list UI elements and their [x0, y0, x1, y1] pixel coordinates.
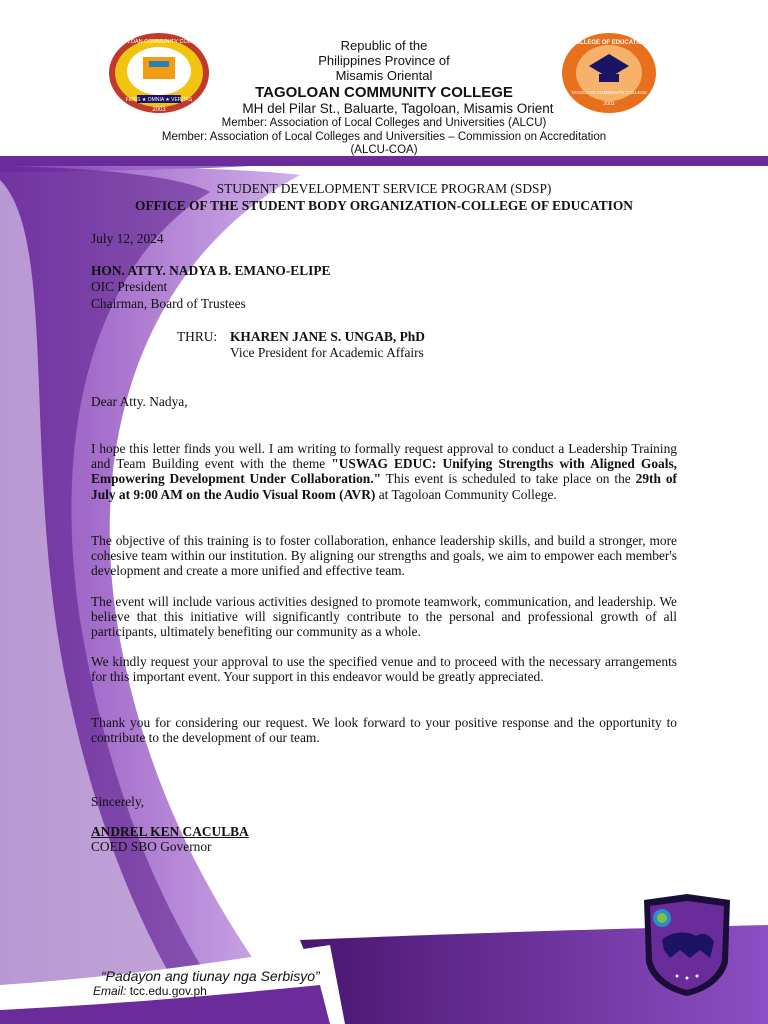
- header-line-3: Misamis Oriental: [335, 68, 433, 83]
- thru-title: Vice President for Academic Affairs: [230, 345, 424, 360]
- college-name: TAGOLOAN COMMUNITY COLLEGE: [255, 84, 513, 101]
- event-theme: "USWAG EDUC: Unifying Strengths with Aligned Goals, Empowering Development Under Collaboration.": [91, 456, 677, 487]
- footer-slogan: “Padayon ang tiunay nga Serbisyo”: [101, 968, 320, 984]
- thru-name: KHAREN JANE S. UNGAB, PhD: [230, 329, 425, 344]
- svg-text:FIDES ★ OMNIA ★ VERITAS: FIDES ★ OMNIA ★ VERITAS: [125, 97, 193, 103]
- paragraph-activities: The event will include various activities designed to promote teamwork, communication, and leadership. We believe that this initiative will significantly contribute to the personal and professional growth of all participants, ultimately benefiting our community as a whole.: [91, 594, 677, 640]
- membership-alcu-coa: Member: Association of Local Colleges and Universities – Commission on Accreditation: [161, 131, 607, 143]
- closing: Sincerely,: [91, 794, 145, 809]
- recipient-title-1: OIC President: [91, 279, 168, 294]
- membership-alcu: Member: Association of Local Colleges and Universities (ALCU): [221, 117, 547, 129]
- footer-email: [93, 984, 207, 998]
- college-address: MH del Pilar St., Baluarte, Tagoloan, Misamis Orient: [242, 101, 554, 116]
- letter-date: July 12, 2024: [91, 231, 164, 246]
- thru-label: THRU:: [177, 329, 218, 344]
- svg-text:COLLEGE OF EDUCATION: COLLEGE OF EDUCATION: [571, 40, 647, 46]
- signatory-name: ANDREL KEN CACULBA: [91, 824, 249, 839]
- email-label: Email:: [93, 984, 127, 998]
- paragraph-request-text-1: I hope this letter finds you well. I am writing to formally request approval to conduct a Leadership Training and Team Building event with the theme: [91, 441, 677, 472]
- office-title: OFFICE OF THE STUDENT BODY ORGANIZATION-COLLEGE OF EDUCATION: [135, 198, 633, 213]
- header-line-1: Republic of the: [340, 38, 428, 53]
- paragraph-request-text-3: at Tagoloan Community College.: [375, 486, 557, 502]
- svg-text:TAGOLOAN COMMUNITY COLLEGE: TAGOLOAN COMMUNITY COLLEGE: [570, 90, 648, 95]
- recipient-name: HON. ATTY. NADYA B. EMANO-ELIPE: [91, 263, 331, 278]
- event-schedule: 29th of July at 9:00 AM on the Audio Visual Room (AVR): [91, 471, 677, 502]
- paragraph-thanks: Thank you for considering our request. We look forward to your positive response and the opportunity to contribute to the development of our team.: [91, 715, 677, 746]
- email-value[interactable]: tcc.edu.gov.ph: [129, 984, 207, 998]
- sbo-shield-logo: [640, 892, 734, 998]
- svg-text:2003: 2003: [603, 101, 615, 107]
- svg-text:2003: 2003: [152, 107, 166, 113]
- header-line-2: Philippines Province of: [318, 53, 450, 68]
- salutation: Dear Atty. Nadya,: [91, 394, 188, 409]
- membership-alcu-coa-abbr: (ALCU-COA): [350, 144, 418, 156]
- paragraph-request-text-2: This event is scheduled to take place on the: [381, 471, 636, 487]
- svg-text:TAGOLOAN COMMUNITY COLLEGE: TAGOLOAN COMMUNITY COLLEGE: [112, 39, 206, 45]
- paragraph-approval: We kindly request your approval to use the specified venue and to proceed with the necessary arrangements for this important event. Your support in this endeavor would be greatly appreciated.: [91, 654, 677, 685]
- signatory-title: COED SBO Governor: [91, 839, 212, 854]
- paragraph-objective: The objective of this training is to foster collaboration, enhance leadership skills, and build a stronger, more cohesive team within our institution. By aligning our strengths and goals, we aim to empower each member's development and create a more unified and effective team.: [91, 533, 677, 579]
- paragraph-request: [91, 441, 677, 502]
- program-title: STUDENT DEVELOPMENT SERVICE PROGRAM (SDSP): [216, 181, 552, 196]
- recipient-title-2: Chairman, Board of Trustees: [91, 296, 246, 311]
